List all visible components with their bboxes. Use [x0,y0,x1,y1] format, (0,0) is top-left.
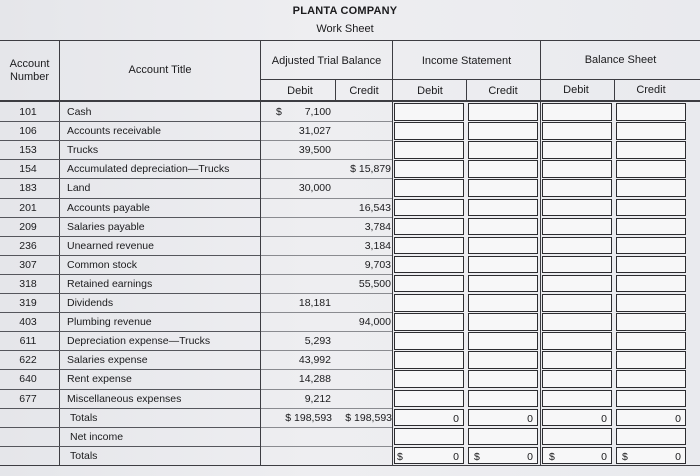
input-is-credit[interactable] [468,390,538,408]
input-is-credit[interactable] [468,199,538,217]
atb-debit: 14,288 [298,373,331,386]
header-is-debit: Debit [417,85,443,97]
final-totals-label: Totals [70,449,98,462]
header-top-rule [0,40,700,41]
input-is-credit[interactable] [468,160,538,178]
input-bs-debit[interactable] [542,160,612,178]
account-title: Miscellaneous expenses [67,392,182,405]
bs-debit-value: 0 [601,450,607,463]
input-is-credit[interactable] [468,237,538,255]
input-is-debit[interactable] [394,409,464,427]
table-bottom-rule [0,465,700,466]
input-bs-credit[interactable] [616,390,686,408]
account-number: 622 [19,354,37,367]
row-rule-atb [261,198,392,199]
account-title: Plumbing revenue [67,316,152,329]
header-mid-rule [260,79,700,80]
row-rule [0,293,260,294]
input-is-credit[interactable] [468,313,538,331]
row-rule [0,198,260,199]
input-is-debit[interactable] [394,160,464,178]
bs-credit-value: 0 [675,412,681,425]
input-is-debit[interactable] [394,199,464,217]
input-is-debit[interactable] [394,447,464,465]
input-is-credit[interactable] [468,141,538,159]
input-bs-debit[interactable] [542,351,612,369]
atb-debit: 30,000 [298,182,331,195]
header-atb-credit: Credit [349,85,379,97]
account-number: 307 [19,258,37,271]
account-title: Salaries expense [67,354,148,367]
account-number: 611 [19,335,37,348]
bs-credit-value: 0 [675,450,681,463]
input-is-credit[interactable] [468,351,538,369]
header-atb-debit: Debit [287,85,313,97]
input-is-debit[interactable] [394,428,464,446]
input-bs-credit[interactable] [616,141,686,159]
account-title: Rent expense [67,373,132,386]
row-rule-atb [261,369,392,370]
row-rule [0,121,260,122]
account-title: Accounts payable [67,201,150,214]
input-bs-credit[interactable] [616,218,686,236]
account-number: 183 [19,182,37,195]
atb-credit: $ 15,879 [350,163,391,176]
atb-credit: 16,543 [358,201,391,214]
input-is-credit[interactable] [468,122,538,140]
account-title: Depreciation expense—Trucks [67,335,211,348]
input-is-debit[interactable] [394,294,464,312]
row-rule [0,178,260,179]
atb-debit: 7,100 [304,106,331,118]
account-number: 319 [19,297,37,309]
header-income-statement: Income Statement [421,55,512,67]
header-balance-sheet: Balance Sheet [584,54,657,66]
account-title: Common stock [67,258,138,271]
account-number: 236 [19,239,37,252]
atb-credit: 94,000 [358,316,391,329]
dollar-sign-bs-credit: $ [622,450,628,463]
is-credit-value: 0 [527,450,533,463]
account-title: Accumulated depreciation—Trucks [67,163,230,176]
account-number: 209 [19,220,37,233]
bs-debit-value: 0 [601,412,607,425]
row-rule [0,408,260,409]
input-is-debit[interactable] [394,390,464,408]
account-title: Trucks [67,144,99,157]
row-rule [0,369,260,370]
is-debit-value: 0 [453,412,459,425]
input-bs-credit[interactable] [616,428,686,446]
col-line-atb [392,40,393,465]
row-rule [0,274,260,275]
col-line-bs-sub [614,80,615,100]
row-rule [0,140,260,141]
atb-credit: 9,703 [364,258,391,271]
row-rule-atb [261,121,392,122]
account-title: Retained earnings [67,277,153,290]
is-credit-value: 0 [527,412,533,425]
row-rule-atb [261,350,392,351]
input-is-debit[interactable] [394,122,464,140]
input-bs-credit[interactable] [616,275,686,293]
row-rule-atb [261,446,392,447]
row-rule-atb [261,159,392,160]
header-is-credit: Credit [488,85,518,97]
account-number: 153 [19,144,37,157]
input-bs-debit[interactable] [542,237,612,255]
input-bs-credit[interactable] [616,409,686,427]
company-name: PLANTA COMPANY [292,5,398,17]
input-bs-debit[interactable] [542,390,612,408]
input-bs-debit[interactable] [542,428,612,446]
account-number: 640 [19,373,37,386]
input-bs-debit[interactable] [542,275,612,293]
account-number: 403 [19,316,37,329]
row-rule [0,389,260,390]
input-is-debit[interactable] [394,370,464,388]
sheet-title: Work Sheet [316,23,374,35]
row-rule-atb [261,178,392,179]
input-is-debit[interactable] [394,141,464,159]
row-rule-atb [261,255,392,256]
row-rule [0,350,260,351]
account-number: 677 [19,392,37,405]
row-rule-atb [261,331,392,332]
row-rule [0,236,260,237]
is-debit-value: 0 [453,450,459,463]
account-title: Dividends [67,297,114,309]
atb-debit: 5,293 [304,335,331,348]
account-title: Salaries payable [67,220,145,233]
account-number: 101 [19,106,37,118]
row-rule [0,217,260,218]
totals-label: Totals [70,411,98,424]
input-is-credit[interactable] [468,256,538,274]
atb-debit-dollar: $ [276,106,282,118]
input-bs-credit[interactable] [616,256,686,274]
input-bs-debit[interactable] [542,313,612,331]
input-bs-credit[interactable] [616,294,686,312]
input-bs-debit[interactable] [542,370,612,388]
col-line-is [540,40,541,465]
input-is-debit[interactable] [394,218,464,236]
row-rule-atb [261,293,392,294]
input-bs-credit[interactable] [616,103,686,121]
input-bs-debit[interactable] [542,199,612,217]
dollar-sign-bs-debit: $ [549,450,555,463]
input-bs-debit[interactable] [542,122,612,140]
input-is-debit[interactable] [394,256,464,274]
account-title: Unearned revenue [67,239,154,252]
input-bs-debit[interactable] [542,294,612,312]
input-is-debit[interactable] [394,351,464,369]
input-is-credit[interactable] [468,275,538,293]
atb-credit: 55,500 [358,277,391,290]
account-title: Land [67,182,91,195]
row-rule [0,446,260,447]
header-bottom-rule [0,100,700,102]
account-title: Accounts receivable [67,125,161,138]
dollar-sign-is-debit: $ [397,450,403,463]
input-bs-credit[interactable] [616,313,686,331]
account-title: Cash [67,106,92,118]
row-rule-atb [261,408,392,409]
row-rule [0,312,260,313]
dollar-sign-is-credit: $ [474,450,480,463]
input-is-credit[interactable] [468,218,538,236]
input-is-debit[interactable] [394,332,464,350]
account-number: 154 [19,163,37,176]
input-bs-debit[interactable] [542,103,612,121]
atb-debit: 39,500 [298,144,331,157]
row-rule-atb [261,274,392,275]
net-income-label: Net income [70,430,124,443]
atb-debit: 18,181 [298,297,331,309]
input-is-credit[interactable] [468,370,538,388]
input-bs-credit[interactable] [616,179,686,197]
row-rule-atb [261,236,392,237]
atb-debit: 31,027 [298,125,331,138]
input-bs-debit[interactable] [542,332,612,350]
atb-debit-total: $ 198,593 [285,411,332,424]
input-is-credit[interactable] [468,332,538,350]
input-is-credit[interactable] [468,179,538,197]
col-line-title [260,40,261,465]
input-bs-credit[interactable] [616,122,686,140]
input-bs-credit[interactable] [616,370,686,388]
col-line-is-sub [466,80,467,100]
row-rule [0,331,260,332]
atb-credit: 3,784 [364,220,391,233]
row-rule-atb [261,389,392,390]
header-bs-credit: Credit [636,84,666,96]
input-is-credit[interactable] [468,428,538,446]
input-bs-debit[interactable] [542,409,612,427]
account-number: 106 [19,125,37,138]
atb-credit: 3,184 [364,239,391,252]
account-number: 201 [19,201,37,214]
input-bs-debit[interactable] [542,141,612,159]
row-rule-atb [261,312,392,313]
row-rule-atb [261,140,392,141]
atb-credit-total: $ 198,593 [345,411,392,424]
header-account-title: Account Title [128,64,192,76]
atb-debit: 43,992 [298,354,331,367]
input-is-credit[interactable] [468,409,538,427]
header-bs-debit: Debit [563,84,589,96]
input-bs-debit[interactable] [542,256,612,274]
input-bs-credit[interactable] [616,332,686,350]
row-rule-atb [261,217,392,218]
atb-debit: 9,212 [304,392,331,405]
row-rule [0,159,260,160]
input-bs-credit[interactable] [616,237,686,255]
row-rule [0,427,260,428]
account-number: 318 [19,277,37,290]
input-bs-debit[interactable] [542,218,612,236]
input-bs-debit[interactable] [542,179,612,197]
input-bs-credit[interactable] [616,199,686,217]
input-is-credit[interactable] [468,294,538,312]
input-is-debit[interactable] [394,313,464,331]
header-account-number: Account Number [9,58,50,83]
row-rule-atb [261,427,392,428]
input-is-credit[interactable] [468,103,538,121]
input-is-debit[interactable] [394,237,464,255]
header-adjusted-trial-balance: Adjusted Trial Balance [271,55,382,67]
input-is-debit[interactable] [394,103,464,121]
input-is-debit[interactable] [394,179,464,197]
input-is-debit[interactable] [394,275,464,293]
row-rule [0,255,260,256]
col-line-number [59,40,60,465]
input-bs-credit[interactable] [616,160,686,178]
input-bs-credit[interactable] [616,351,686,369]
